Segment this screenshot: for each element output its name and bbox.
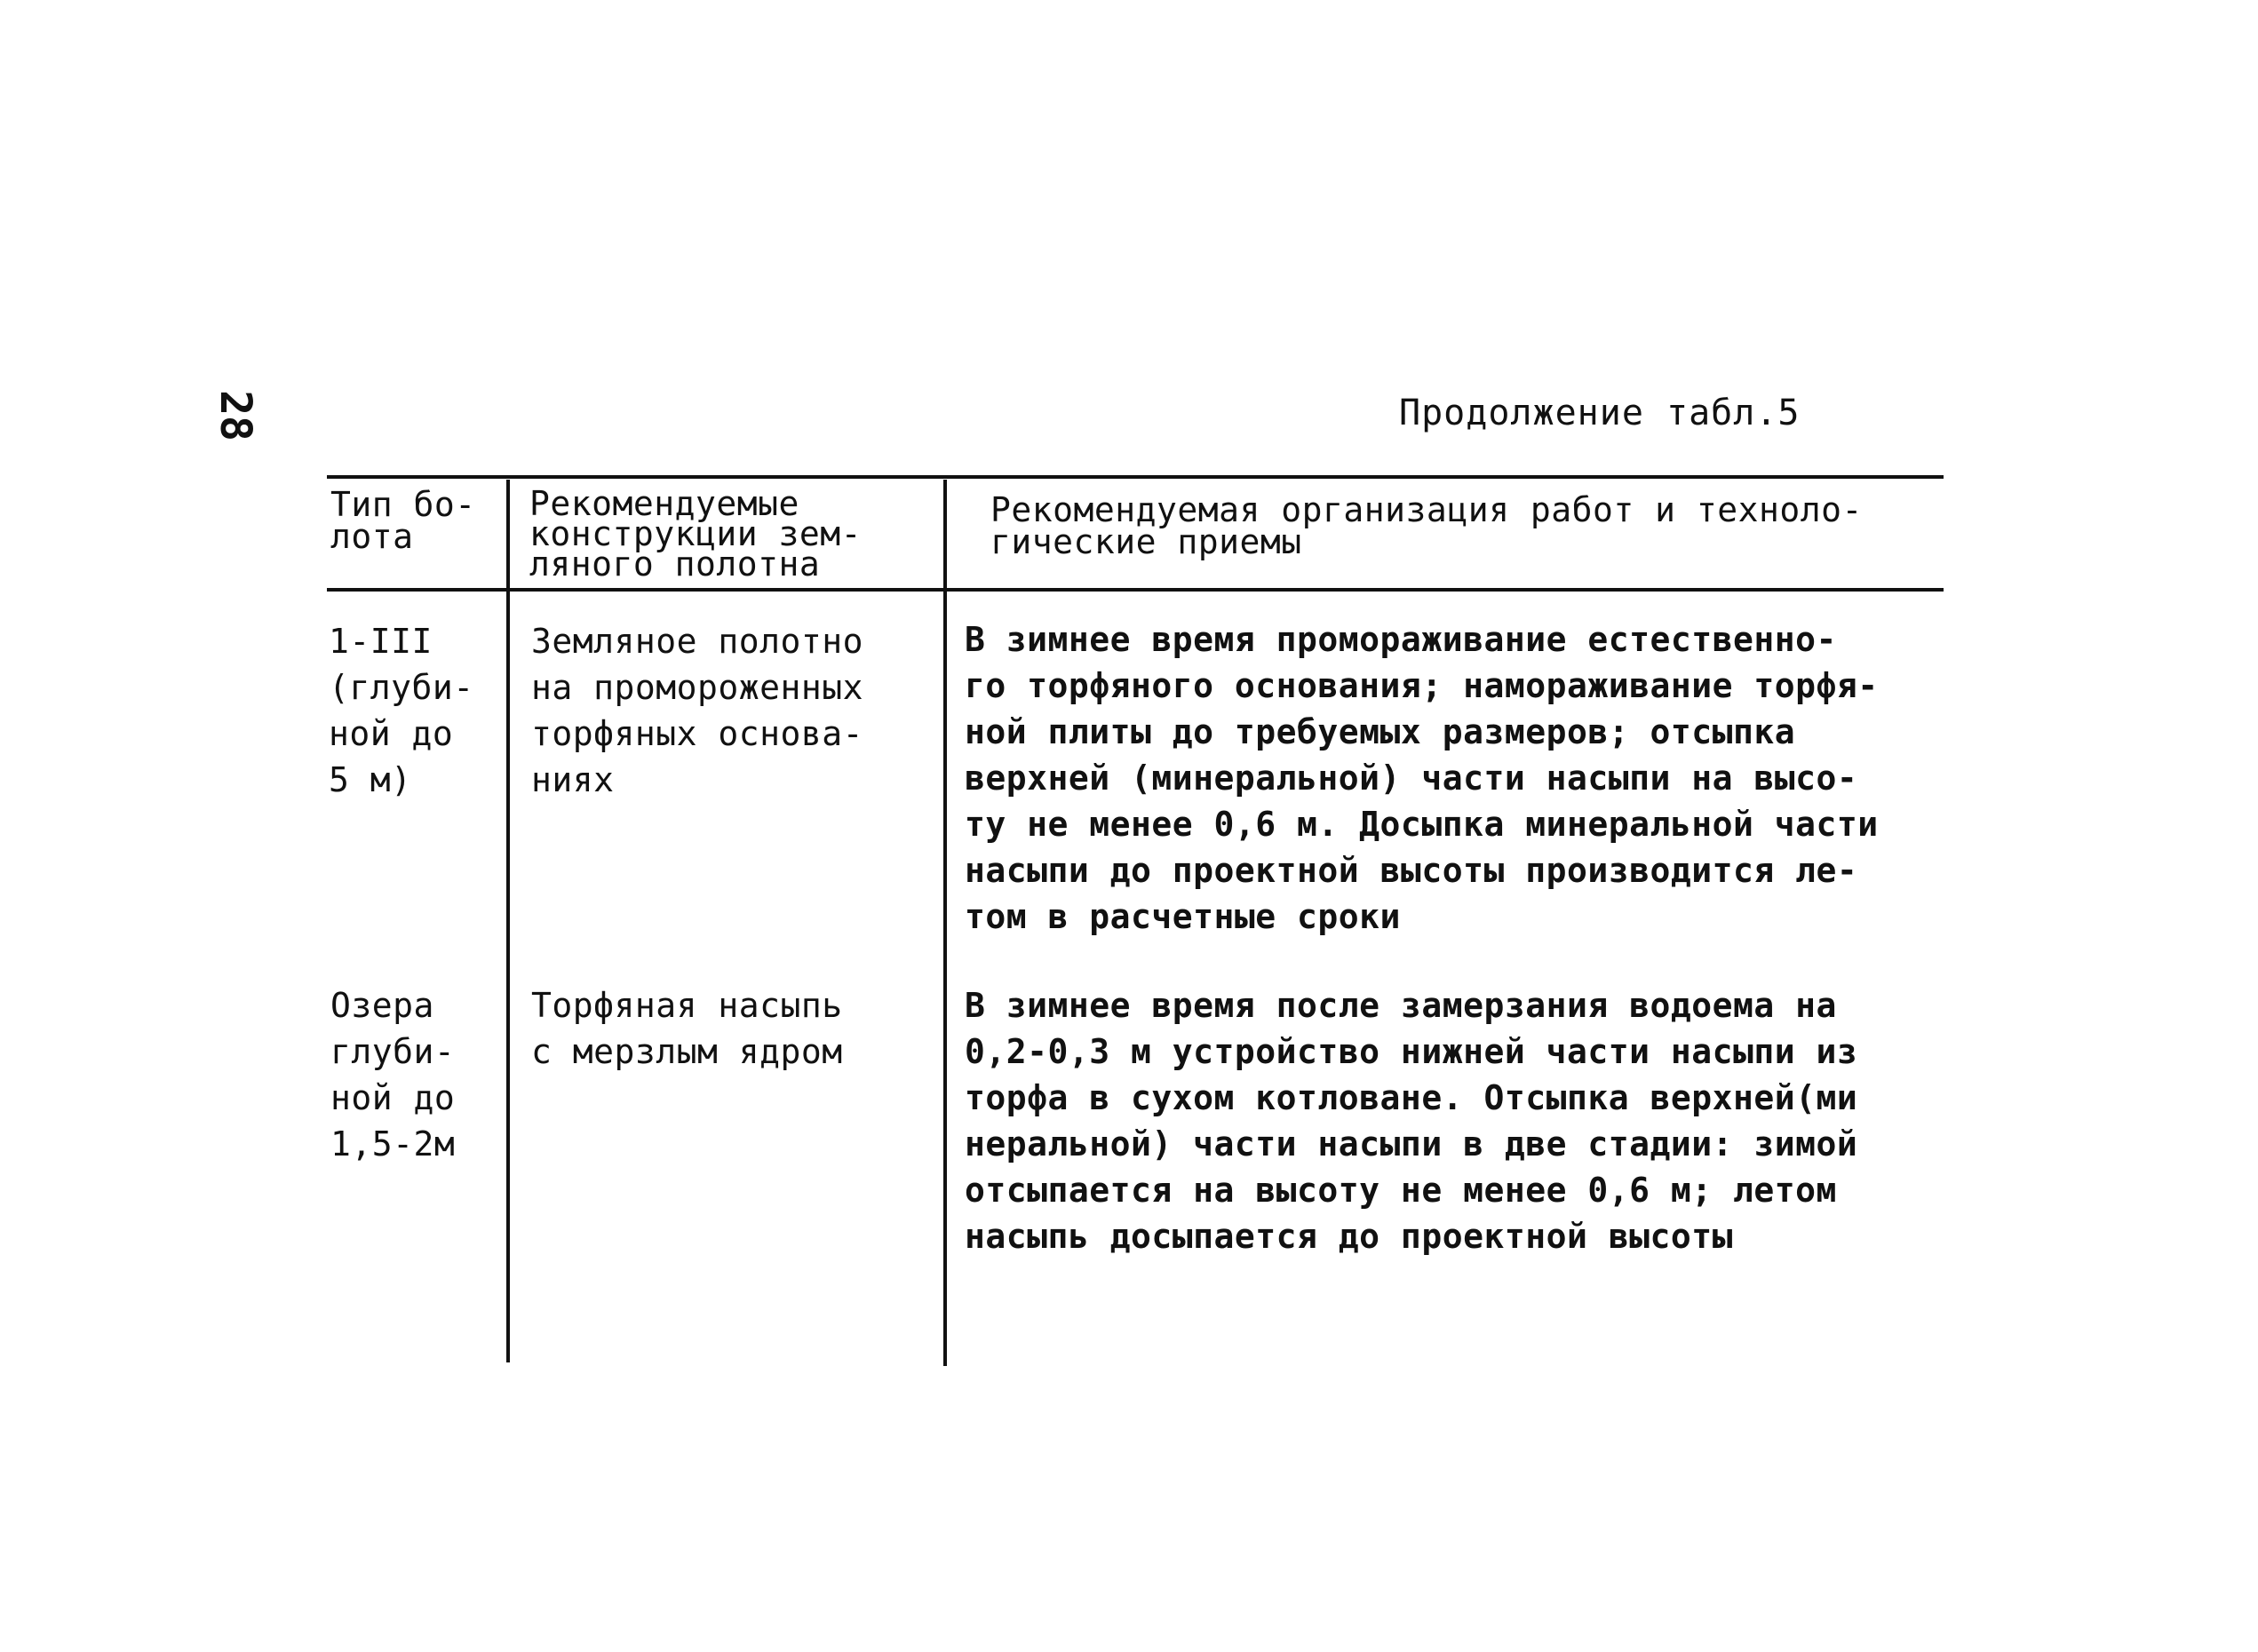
page-number: 28 — [211, 390, 260, 441]
column-divider-1 — [506, 480, 510, 1362]
table-top-rule — [327, 475, 1944, 479]
header-recommended-construction: Рекомендуемые конструкции зем- ляного полотна — [529, 484, 863, 584]
cell-organization: В зимнее время промораживание естественно- го торфяного основания; намораживание торфя- ной плиты до требуемых размеров; отсыпка верхней (минеральной) части насыпи на высо- ту не менее 0,6 м. Досыпка минеральной части насыпи до проектной высоты производится ле- том в расчетные сроки — [965, 620, 1879, 936]
cell-bog-type: 1-III (глуби- ной до 5 м) — [329, 622, 474, 799]
cell-bog-type: Озера глуби- ной до 1,5-2м — [330, 986, 456, 1164]
table-caption: Продолжение табл.5 — [1399, 393, 1801, 433]
cell-organization: В зимнее время после замерзания водоема на 0,2-0,3 м устройство нижней части насыпи из торфа в сухом котловане. Отсыпка верхней(ми неральной) части насыпи в две стадии: зимой отсыпается на высоту не менее 0,6 м; летом насыпь досыпается до проектной высоты — [965, 986, 1858, 1256]
header-bog-type: Тип бо- лота — [330, 485, 476, 556]
column-divider-2 — [943, 480, 947, 1366]
table-header-rule — [327, 588, 1944, 592]
header-work-organization: Рекомендуемая организация работ и техноло- гические приемы — [990, 490, 1863, 561]
cell-construction: Земляное полотно на промороженных торфяных основа- ниях — [531, 622, 864, 799]
cell-construction: Торфяная насыпь с мерзлым ядром — [531, 986, 843, 1071]
